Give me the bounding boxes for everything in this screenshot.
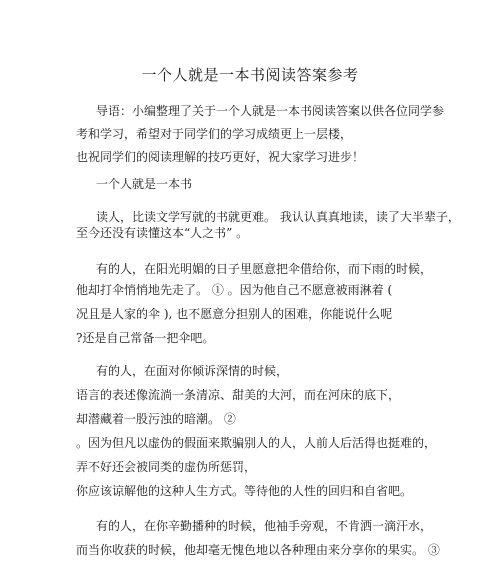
paragraph-4-line-2: 而当你收获的时候，他却毫无愧色地以各种理由来分享你的果实。 ③	[76, 543, 440, 557]
paragraph-3-line-4: 。因为但凡以虚伪的假面来欺骗别人的人，人前人后活得也挺难的，	[76, 436, 437, 450]
article-heading: 一个人就是一本书	[96, 177, 193, 191]
paragraph-3-line-6: 你应该谅解他的这种人生方式。等待他的人性的回归和自省吧。	[76, 484, 413, 498]
paragraph-3-line-2: 语言的表述像流淌一条清凉、甜美的大河，而在河床的底下，	[76, 388, 401, 402]
paragraph-1-line-1: 读人，比读文学写就的书就更难。 我认认真真地读，读了大半辈子，	[96, 210, 460, 224]
paragraph-2-line-1: 有的人，在阳光明媚的日子里愿意把伞借给你，而下雨的时候，	[96, 262, 433, 276]
intro-line-3: 也祝同学们的阅读理解的技巧更好，祝大家学习进步！	[76, 150, 365, 164]
paragraph-3-line-3: 却潜藏着一股污浊的暗潮。 ②	[76, 412, 236, 426]
paragraph-3-line-5: 弄不好还会被同类的虚伪所惩罚，	[76, 460, 257, 474]
intro-line-2: 考和学习，希望对于同学们的学习成绩更上一层楼，	[76, 127, 353, 141]
paragraph-3-line-1: 有的人，在面对你倾诉深情的时候，	[96, 364, 289, 378]
paragraph-2-line-3: 况且是人家的伞 ), 也不愿意分担别人的困难，你能说什么呢	[76, 307, 393, 321]
paragraph-1-line-2: 至今还没有读懂这本“人之书” 。	[76, 226, 249, 240]
intro-line-1: 导语：小编整理了关于一个人就是一本书阅读答案以供各位同学参	[96, 104, 445, 118]
document-title: 一个人就是一本书阅读答案参考	[141, 66, 359, 84]
paragraph-4-line-1: 有的人，在你辛勤播种的时候，他袖手旁观，不肯洒一滴汗水，	[96, 519, 433, 533]
paragraph-2-line-2: 他却打伞悄悄地先走了。 ① 。因为他自己不愿意被雨淋着 (	[76, 283, 393, 297]
paragraph-2-line-4: ?还是自己常备一把伞吧。	[76, 331, 215, 345]
